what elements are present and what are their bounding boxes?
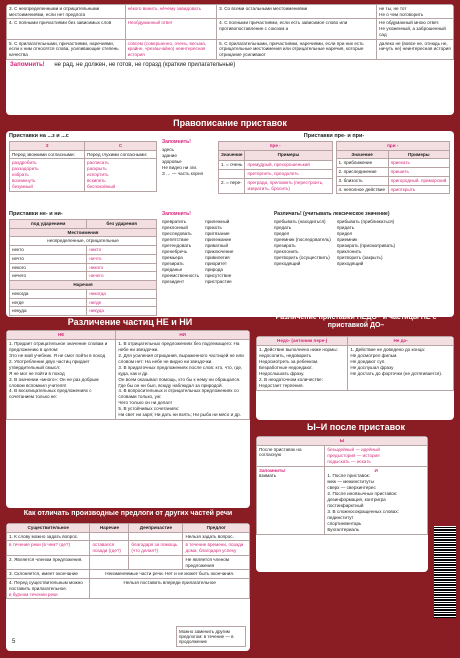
neni-table (9, 219, 157, 316)
pri-row (336, 168, 450, 177)
diff-item: предел (274, 230, 290, 236)
diff-item: приходящий (336, 260, 364, 266)
top-row-cell: 3. Со всеми остальными местоимениями (217, 5, 377, 19)
neni-particles-title: Различение частиц НЕ и НИ (67, 317, 193, 327)
remember2-item: президент (162, 278, 185, 284)
zs-sub-z: Перед звонкими согласными: (10, 150, 85, 159)
barcode (434, 526, 456, 618)
pri-label: при - (336, 142, 450, 151)
yi-i-rule: пединститут (327, 515, 354, 521)
deriv-row (7, 555, 250, 569)
prefixes-title: Правописание приставок (173, 118, 287, 128)
neni-pron-row-cell: нечто (10, 254, 87, 263)
deriv-head-row-cell: Наречие (90, 524, 129, 533)
nedo-panel (256, 336, 454, 420)
top-row-cell: 5. С прилагательными, причастиями, наречиями, если к ним относятся слова, усиливающие степень качества (7, 39, 126, 59)
neni-pron-row (10, 263, 157, 272)
prepri-heading: Приставки пре- и при- (303, 133, 365, 139)
remember2-item: преследовать (162, 230, 192, 236)
deriv-r4-c2: Нельзя поставить впереди прилагательное (90, 579, 250, 599)
yi-y-rule: После приставок на согласную (257, 445, 325, 466)
top-table (6, 4, 454, 60)
diff-left-list (274, 219, 331, 267)
neni-pron-row-cell: некто (10, 246, 87, 255)
deriv-row-cell: в течение времени, позади дома, благодаря успеху (183, 541, 250, 555)
pre-table (218, 141, 333, 194)
yi-i-label: И (374, 467, 378, 473)
neni-pron-row (10, 254, 157, 263)
remember2-item: преклонный (162, 224, 188, 230)
deriv-table (6, 523, 250, 599)
nedo-item: 1. Действие выполнено ниже нормы: (259, 346, 338, 352)
zs-left-list (10, 159, 85, 192)
neni-sub2: Наречия (10, 281, 157, 290)
nedo-col-right: Не до- (348, 337, 454, 346)
neni-block (9, 211, 157, 316)
neni-rule: 3. В придаточных предложениях после слов: кто, что, где, куда, как и др. (118, 364, 243, 376)
top-row-cell: совсем (совершенно, очень, весьма, крайне, чрезвычайно) неинтересная история (125, 39, 217, 59)
yi-y-example: предыстория — история (327, 452, 380, 458)
pri-row-cell: приоткрыть (388, 185, 449, 194)
nedo-item: Не досмотрел фильм. (350, 352, 398, 358)
deriv-row-cell: в течение реки (в чем? где?) (7, 541, 90, 555)
nedo-item: Безработные недоедают. (259, 364, 313, 370)
remember2-item: пристрастие (205, 278, 232, 284)
deriv-head-row-cell: Существительное (7, 524, 90, 533)
yi-i-rule: меж — межинституты (327, 479, 374, 485)
zs-right-item: расписать (87, 160, 109, 166)
zs-heading: Приставки на ...з и ...с (9, 133, 69, 139)
neni-pron-row-cell: ничто (87, 254, 157, 263)
pri-row-cell: 3. близость (336, 176, 388, 185)
top-row-cell: 5. С прилагательными, причастиями, наречиями, если при них есть отрицательные местоимения или отрицательные наречия, которые отрицание усиливают (217, 39, 377, 59)
remember2-item: природа (205, 266, 223, 272)
neni-col-unstressed: без ударения (87, 220, 157, 229)
neni-left-list (7, 339, 116, 420)
nedo-item: недосолить, недоварить (259, 352, 312, 358)
pri-row-cell: 4. неполное действие (336, 185, 388, 194)
neni-pron-row-cell: нечего (10, 272, 87, 281)
neni-particles-panel (6, 330, 250, 508)
diff-item: придать (336, 224, 355, 230)
pri-row-cell: 1. приближение (336, 159, 388, 168)
yi-i-rule: 2. После иноязычных приставок: (327, 491, 398, 497)
zs-sub-s: Перед глухими согласными: (85, 150, 157, 159)
neni-adv-row (10, 307, 157, 316)
neni-col-ne: НЕ (7, 331, 116, 340)
pre-col-examples: Примеры (245, 151, 332, 160)
neni-rule: 3. В значении «много»: Он не раз добрым словом вспомнил учителя! (9, 376, 99, 388)
remember2-item: присутствие (205, 272, 232, 278)
deriv-head-row-cell: Предлог (183, 524, 250, 533)
remember2-item: приоритет (205, 260, 227, 266)
yi-i-rule: спортинвентарь (327, 521, 362, 527)
remember2-item: пренебречь (162, 248, 188, 254)
top-row-cell: далеко не (вовсе не, отнюдь не, ничуть не) неинтересная история (377, 39, 454, 59)
pre-col-meaning: Значение (219, 151, 245, 160)
yi-i-rule: постинфарктный (327, 503, 364, 509)
pri-row (336, 185, 450, 194)
diff-item: предать (274, 224, 292, 230)
pri-row (336, 176, 450, 185)
deriv-row-cell: 2. Является членом предложения. (7, 555, 90, 569)
diff-item: приклонить (336, 248, 362, 254)
pri-row-cell: 2. присоединение (336, 168, 388, 177)
yi-y-example: подыскать — искать (327, 458, 371, 464)
deriv-head-row-cell: Деепричастие (129, 524, 183, 533)
zs-left-item: избрать (12, 172, 29, 178)
neni-col-ni: НИ (116, 331, 250, 340)
top-remember-text: не рад, не должен, не готов, не горазд (краткие прилагательные) (54, 61, 236, 68)
remember2-item: прилежание (205, 236, 232, 242)
neni-pron-row (10, 272, 157, 281)
yi-y-example: безыдейный — идейный (327, 446, 380, 452)
zs-remember-item: здесь (162, 147, 174, 152)
neni-particles-table (6, 330, 250, 420)
remember2-item: преданье (162, 266, 183, 272)
nedo-left-list (257, 345, 348, 390)
diff-right-list (337, 219, 395, 267)
remember2-item: претендовать (162, 242, 192, 248)
pre-row-cell: 1. = очень (219, 160, 245, 169)
neni-rule: Где бы он ни был, всюду наблюдал за природой. (118, 382, 223, 388)
neni-rule: 1. Придает отрицательное значение словам и предложению в целом: (9, 340, 108, 352)
yi-remember (257, 466, 325, 534)
top-row-cell: не ты, не тот Не о чем поговорить (377, 5, 454, 19)
deriv-row-cell (90, 532, 129, 541)
deriv-row-cell (90, 555, 129, 569)
deriv-row-cell (129, 532, 183, 541)
neni-rule: Это не мой учебник. Я не смог пойти в поход (9, 352, 106, 358)
deriv-row (7, 532, 250, 541)
zs-remember-list (162, 147, 212, 177)
neni-rule: 4. В вопросительных и отрицательных предложениях со словами только, уж: (118, 388, 239, 400)
remember2-label: Запомнить! (162, 211, 191, 217)
top-row-cell: 4. С полными причастиями без зависимых слов (7, 19, 126, 39)
zs-left-item: раззадорить (12, 166, 39, 172)
yi-i-rule: дезинформация, контригра (327, 497, 386, 503)
zs-remember-label: Запомнить! (162, 139, 191, 145)
diff-item: притворить (закрыть) (336, 254, 383, 260)
deriv-r3-c1: 3. Склоняется, имеет окончание (7, 570, 90, 579)
diff-block (274, 211, 450, 267)
neni-pron-row-cell: никого (87, 263, 157, 272)
nedo-item: Не достать до форточки (не дотягивается). (350, 370, 443, 376)
remember2-item: привилегия (205, 254, 230, 260)
deriv-r3-c2: Неизменяемые части речи. Нет и не может быть окончания. (90, 570, 250, 579)
deriv-title: Как отличать производные предлоги от других частей речи (23, 510, 233, 517)
deriv-row-cell (129, 555, 183, 569)
neni-rule: 2. Употребление двух частиц придает утвердительный смысл: (9, 358, 90, 370)
prefixes-panel (6, 131, 454, 317)
top-row (7, 5, 454, 19)
zs-remember-item: здание (162, 152, 177, 158)
remember2-item: препятствие (162, 236, 189, 242)
deriv-row (7, 541, 250, 555)
neni-adv-row (10, 289, 157, 298)
pri-table (336, 141, 451, 194)
nedo-title: Различение приставки НЕДО– и частицы НЕ с приставкой ДО– (275, 314, 437, 330)
deriv-panel (6, 523, 250, 651)
neni-rule: Чего только он ни делал! (118, 400, 172, 406)
neni-adv-row-cell: никуда (87, 307, 157, 316)
zs-table (9, 141, 157, 192)
remember2-item: прихоть (205, 224, 222, 230)
zs-remember-item: здоровье (162, 158, 182, 164)
pre-row (219, 179, 333, 194)
nedo-right-list (348, 345, 454, 390)
zs-right-list (85, 159, 157, 192)
deriv-row-cell: Не является членом предложения (183, 555, 250, 569)
neni-col-stressed: под ударением (10, 220, 87, 229)
yi-i-rules (327, 473, 425, 533)
zs-remember-item: З … — часть корня (162, 170, 204, 176)
diff-item: преклонить (274, 248, 299, 254)
nedo-item: Не доедают суп. (350, 358, 386, 364)
zs-right-item: беспокойный (87, 184, 116, 190)
zs-col-s: С (85, 142, 157, 151)
yi-y-label: Ы (257, 437, 428, 446)
yi-i-rule: Бухгалтериаль (327, 527, 360, 533)
zs-left-item: возникнуть (12, 178, 36, 184)
deriv-r4-example: в бурном течении реки (9, 591, 58, 597)
nedo-col-left: Недо- (антоним пере-) (257, 337, 348, 346)
neni-pron-row (10, 246, 157, 255)
diff-item: претворить (осуществить) (274, 254, 330, 260)
yi-title: Ы–И после приставок (306, 422, 405, 432)
yi-i-rule: 1. После приставок: (327, 473, 370, 479)
zs-col-z: З (10, 142, 85, 151)
yi-panel (256, 436, 428, 572)
neni-pron-row-cell: некого (10, 263, 87, 272)
neni-adv-row-cell: нигде (87, 298, 157, 307)
top-row-cell: 4. С полными причастиями, если есть зависимое слово или противопоставление с союзом а (217, 19, 377, 39)
diff-item: призирать (присматривать) (336, 242, 396, 248)
top-panel (6, 4, 454, 115)
zs-remember-item: Не видно ни зги. (162, 164, 198, 170)
pre-row (219, 160, 333, 169)
deriv-r4-rule: 4. Перед существительным можно поставить прилагательное. (9, 580, 83, 591)
deriv-row-cell: оставался позади (где?) (90, 541, 129, 555)
zs-block (9, 133, 157, 192)
neni-adv-row (10, 298, 157, 307)
pri-row-cell: пригородный, приморский (388, 176, 449, 185)
remember2-item: премьера (162, 254, 183, 260)
yi-i-rule: сверх — сверхинтерес (327, 485, 376, 491)
neni-rule: Ни свет ни заря; Ни дать ни взять; Ни рыба ни мясо и др. (118, 412, 241, 418)
top-row-cell: Необдуманный ответ (125, 19, 217, 39)
remember2-item: преемственность (162, 272, 200, 278)
nedo-item: Не дослушал фразу (350, 364, 394, 370)
deriv-head-row (7, 524, 250, 533)
neni-rule: 4. В восклицательных предложениях с сочетанием только не: (9, 388, 92, 400)
diff-item: пребывать (находиться) (274, 219, 326, 224)
zs-right-item: испортить (87, 172, 109, 178)
top-row (7, 39, 454, 59)
remember2-block (162, 211, 272, 285)
neni-heading: Приставки не- и ни- (9, 211, 63, 217)
diff-heading: Различать! (учитывать лексическое значение) (274, 211, 390, 217)
diff-item: придел (336, 230, 353, 236)
deriv-row-cell: 1. К слову можно задать вопрос. (7, 532, 90, 541)
pri-col-meaning: Значение (336, 150, 388, 159)
neni-rule: 2. Для усиления отрицания, выраженного частицей не или словом нет: На небе не видно ни звездочки. (118, 352, 244, 364)
neni-adv-row-cell: некуда (10, 307, 87, 316)
diff-item: приемник (336, 236, 358, 242)
pre-row (219, 169, 333, 178)
diff-item: преходящий (274, 260, 301, 266)
remember2-item: приватный (205, 242, 229, 248)
page-number: 5 (12, 639, 16, 645)
neni-pron-row-cell: никто (87, 246, 157, 255)
top-row-cell: Не обдуманный мною ответ. Не ухоженный, а заброшенный сад (377, 19, 454, 39)
neni-sub1b: неопределенные, отрицательные (10, 237, 157, 246)
nedo-item: 1. Действие не доведено до конца: (350, 346, 426, 352)
zs-right-item: вскипеть (87, 178, 106, 184)
deriv-row-cell: благодаря за помощь (что делая?) (129, 541, 183, 555)
neni-rule: 5. В устойчивых сочетаниях: (118, 406, 180, 412)
nedo-item: Недостает терпения. (259, 382, 304, 388)
remember2-item: прилежный (205, 219, 230, 224)
diff-item: прибывать (приближаться) (336, 219, 395, 224)
neni-rule: Он всем оказывал помощь, кто бы к нему ни обращался. (118, 376, 241, 382)
zs-right-item: раскрыть (87, 166, 107, 172)
pre-row-cell: 2. = пере- (219, 179, 245, 194)
neni-right-list (116, 339, 250, 420)
yi-i-rule: 3. В сложносокращенных словах: (327, 509, 399, 515)
remember2-item: превратить (162, 219, 187, 224)
remember2-col1 (162, 219, 199, 285)
pri-row-cell: пришить (388, 168, 449, 177)
zs-remember (162, 139, 212, 177)
pre-label: пре - (219, 142, 333, 151)
neni-adv-row-cell: никогда (87, 289, 157, 298)
deriv-r4-c1 (7, 579, 90, 599)
neni-adv-row-cell: некогда (10, 289, 87, 298)
yi-i-cell (325, 466, 428, 534)
diff-item: преемник (последователь) (274, 236, 331, 242)
neni-rule: 1. В отрицательных предложениях без подлежащего: На небе ни звездочки. (118, 340, 240, 352)
neni-adv-row-cell: негде (10, 298, 87, 307)
pri-row (336, 159, 450, 168)
pre-row-cell (219, 169, 245, 178)
pre-row-cell: преграда, преломить (перестроить, извратить, бросить) (245, 179, 332, 194)
top-remember-label: Запомнить! (10, 61, 45, 68)
zs-left-item: раздробить (12, 160, 37, 166)
top-row (7, 19, 454, 39)
yi-remember-label: Запомнить! (259, 467, 286, 473)
remember2-item: притязание (205, 230, 230, 236)
diff-item: презирать (274, 242, 296, 248)
pri-col-examples: Примеры (388, 150, 449, 159)
remember2-item: приключение (205, 248, 234, 254)
deriv-row-cell: Нельзя задать вопрос. (183, 532, 250, 541)
prepri-block (218, 133, 450, 194)
yi-remember-text: взимать (259, 473, 277, 479)
pre-row-cell: премудрый, прехорошенький (245, 160, 332, 169)
zs-left-item: безумный (12, 184, 33, 190)
top-remember (6, 60, 454, 70)
top-row-cell: нѐкого винить, нѐчему завидовать (125, 5, 217, 19)
pre-row-cell: претерпеть, преодолеть (245, 169, 332, 178)
neni-rule: Я не мог не пойти в поход (9, 370, 65, 376)
yi-y-examples (325, 445, 428, 466)
nedo-item: Недосмотреть за ребенком. (259, 358, 319, 364)
deriv-footer-box: Можно заменить другим предлогом: в течение — в продолжение (176, 626, 246, 647)
nedo-item: Недослышать фразу. (259, 370, 305, 376)
top-row-cell: 3. С неопределенными и отрицательными местоимениями, если нет предлога (7, 5, 126, 19)
pri-row-cell: приехать (388, 159, 449, 168)
nedo-item: 2. В неодаточном количестве: (259, 376, 323, 382)
nedo-table (256, 336, 454, 391)
neni-pron-row-cell: ничего (87, 272, 157, 281)
yi-table (256, 436, 428, 535)
remember2-col2 (205, 219, 233, 285)
neni-sub1: Местоимения (10, 228, 157, 237)
remember2-item: презирать (162, 260, 184, 266)
